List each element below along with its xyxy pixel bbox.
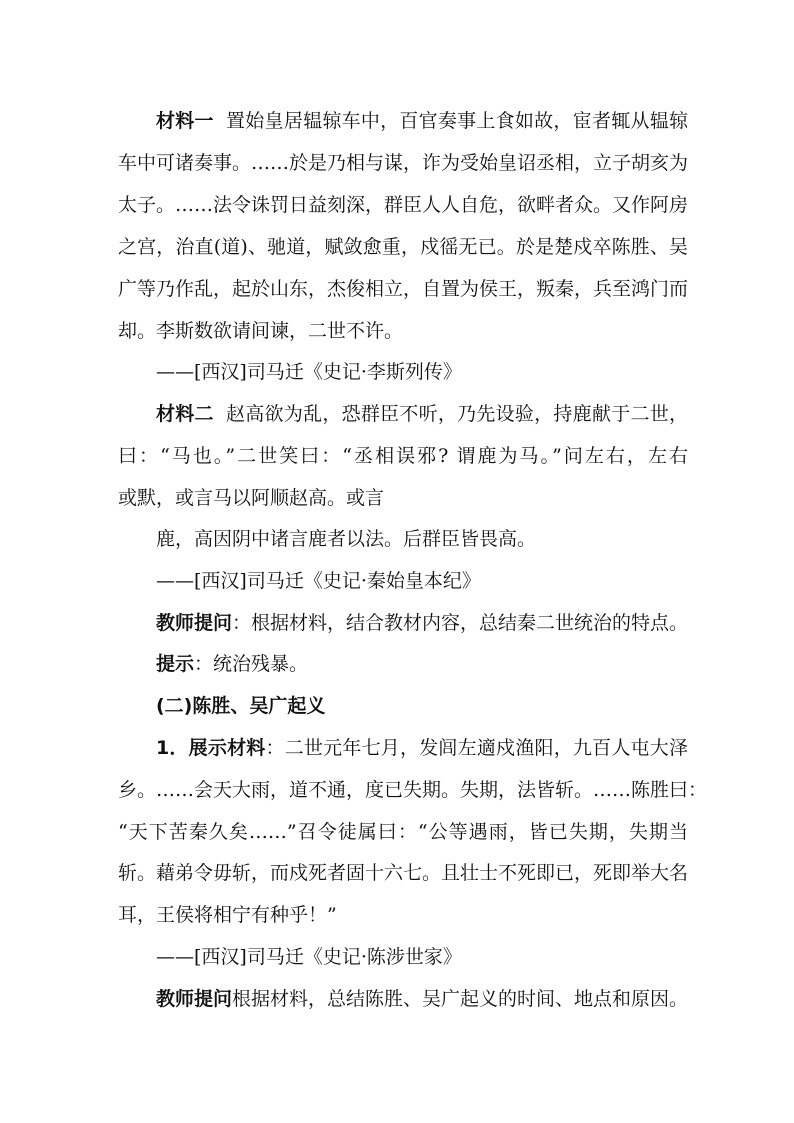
- material2-source: ——[西汉]司马迁《史记·秦始皇本纪》: [156, 570, 481, 592]
- material1-line-3: 太子。……法令诛罚日益刻深，群臣人人自危，欲畔者众。又作阿房: [118, 194, 689, 216]
- material1-source: ——[西汉]司马迁《史记·李斯列传》: [156, 361, 462, 383]
- display-line-3: “天下苦秦久矣……”召令徒属曰：“公等遇雨，皆已失期，失期当: [118, 821, 688, 843]
- question2-label: 教师提问: [156, 988, 233, 1010]
- teacher-question-1: 教师提问：根据材料，结合教材内容，总结秦二世统治的特点。: [156, 612, 689, 634]
- display-line-5: 耳，王侯将相宁有种乎！”: [118, 904, 337, 926]
- material1-line-6: 却。李斯数欲请间谏，二世不许。: [118, 320, 404, 342]
- material1-line-5: 广等乃作乱，起於山东，杰俊相立，自置为侯王，叛秦，兵至鸿门而: [118, 278, 689, 300]
- hint1-label: 提示: [156, 653, 195, 675]
- teacher-question-2: 教师提问根据材料，总结陈胜、吴广起义的时间、地点和原因。: [156, 988, 689, 1010]
- material2-line-4: 鹿，高因阴中诸言鹿者以法。后群臣皆畏高。: [156, 528, 537, 550]
- material2-line-3: 或默，或言马以阿顺赵高。或言: [118, 487, 385, 509]
- material2-line-2: 曰：“马也。”二世笑曰：“丞相误邪? 谓鹿为马。”问左右，左右: [118, 445, 688, 467]
- material1-line-2: 车中可诸奏事。……於是乃相与谋，诈为受始皇诏丞相，立子胡亥为: [118, 152, 689, 174]
- material1-label: 材料一: [156, 110, 214, 132]
- display-label: 1．展示材料: [156, 737, 266, 759]
- display-line-2: 乡。……会天大雨，道不通，度已失期。失期，法皆斩。……陈胜曰：: [118, 779, 708, 801]
- material1-line-4: 之宫，治直(道)、驰道，赋敛愈重，戍徭无已。於是楚戍卒陈胜、吴: [118, 236, 688, 258]
- display-source: ——[西汉]司马迁《史记·陈涉世家》: [156, 946, 462, 968]
- display-line-1: 1．展示材料：二世元年七月，发闾左適戍渔阳，九百人屯大泽: [156, 737, 688, 759]
- question1-label: 教师提问: [156, 612, 233, 634]
- display-line-4: 斩。藉弟令毋斩，而戍死者固十六七。且壮士不死即已，死即举大名: [118, 862, 689, 884]
- material1-line-1: 材料一 置始皇居辒辌车中，百官奏事上食如故，宦者辄从辒辌: [156, 110, 688, 132]
- material2-line-1: 材料二 赵高欲为乱，恐群臣不听，乃先设验，持鹿献于二世，: [156, 403, 688, 425]
- hint-1: 提示：统治残暴。: [156, 653, 309, 675]
- material2-label: 材料二: [156, 403, 214, 425]
- section-heading: (二)陈胜、吴广起义: [156, 695, 326, 717]
